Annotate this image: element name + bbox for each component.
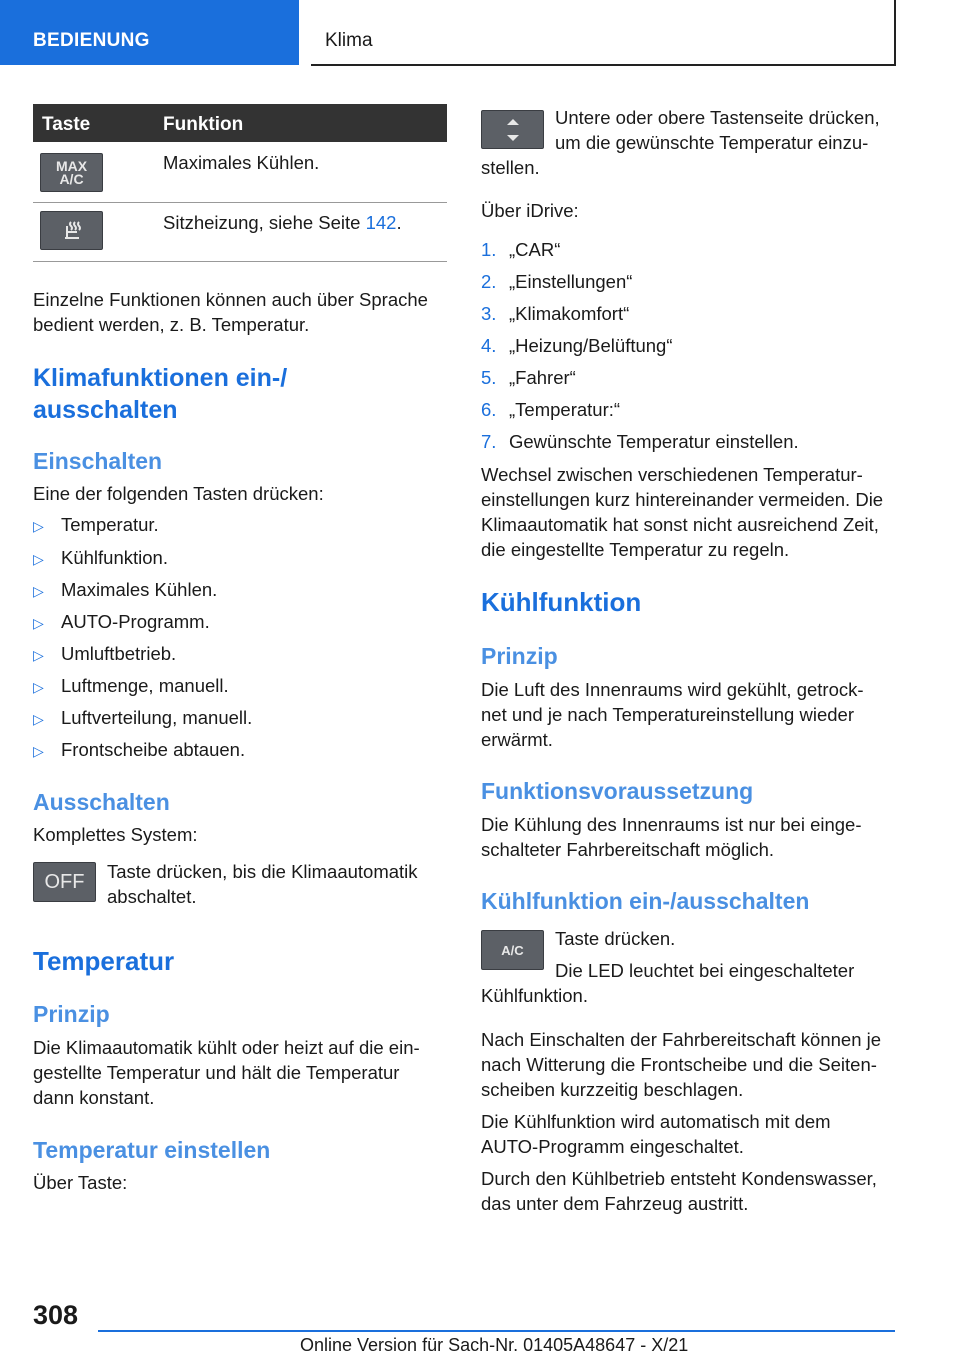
page-number: 308 (33, 1300, 79, 1330)
heading-funktionsvoraussetzung: Funktionsvoraussetzung (481, 778, 754, 804)
einschalten-text: Eine der folgenden Tasten drücken: (33, 483, 324, 504)
footer-divider (98, 1330, 895, 1332)
ac-text1: Taste drücken. (555, 928, 676, 949)
heading-einschalten: Einschalten (33, 448, 163, 474)
footer-text: Online Version für Sach-Nr. 01405A48647 - X/21 (300, 1335, 689, 1355)
wechsel-text: Wechsel zwischen verschiedenen Temperatur- einstellungen kurz hintereinander vermeiden. Die Klimaautomatik hat sonst nicht ausreichend Zeit, die eingestellte Temperatur zu regeln. (481, 464, 884, 560)
list-item: ▷ Frontscheibe abtauen. (33, 739, 246, 760)
auto-text: Die Kühlfunktion wird automatisch mit dem AUTO-Programm eingeschaltet. (481, 1111, 831, 1157)
list-item: ▷ Temperatur. (33, 514, 159, 535)
list-item: ▷ Maximales Kühlen. (33, 579, 218, 600)
ausschalten-text: Komplettes System: (33, 824, 198, 845)
arrow-text-cont: stellen. (481, 157, 540, 178)
list-item: 5. „Fahrer“ (481, 367, 576, 388)
off-key-icon: OFF (33, 862, 96, 902)
section-title: BEDIENUNG (33, 30, 150, 51)
list-item: ▷ Kühlfunktion. (33, 547, 168, 568)
ac-text2-cont: Kühlfunktion. (481, 985, 588, 1006)
list-item: 3. „Klimakomfort“ (481, 303, 630, 324)
table-row-function-seatheat: Sitzheizung, siehe Seite 142. (163, 212, 402, 233)
heading-ausschalten: Ausschalten (33, 789, 170, 815)
ueber-taste-text: Über Taste: (33, 1172, 128, 1193)
chapter-title: Klima (325, 30, 373, 51)
list-item: ▷ Umluftbetrieb. (33, 643, 177, 664)
page-link[interactable]: 142 (365, 212, 397, 233)
table-col-funktion: Funktion (163, 114, 244, 135)
table-divider (33, 202, 447, 203)
temperature-arrows-key-icon (481, 110, 544, 149)
seat-heating-key-icon (40, 211, 103, 250)
funktionsvor-text: Die Kühlung des Innenraums ist nur bei einge- schalteter Fahrbereitschaft möglich. (481, 814, 862, 860)
heading-temperatur-einstellen: Temperatur einstellen (33, 1137, 271, 1163)
list-item: 4. „Heizung/Belüftung“ (481, 335, 673, 356)
kondens-text: Durch den Kühlbetrieb entsteht Kondenswasser, das unter dem Fahrzeug austritt. (481, 1168, 877, 1214)
list-item: 6. „Temperatur:“ (481, 399, 621, 420)
prinzip-text: Die Klimaautomatik kühlt oder heizt auf die ein- gestellte Temperatur und hält die Temperatur dann konstant. (33, 1037, 420, 1108)
ac-key-icon: A/C (481, 930, 544, 970)
list-item: ▷ Luftverteilung, manuell. (33, 707, 253, 728)
intro-text: Einzelne Funktionen können auch über Sprache bedient werden, z. B. Temperatur. (33, 289, 428, 335)
list-item: ▷ Luftmenge, manuell. (33, 675, 229, 696)
table-header (33, 104, 447, 142)
section-tab[interactable] (0, 0, 299, 65)
ueber-idrive-text: Über iDrive: (481, 200, 579, 221)
list-item: 7. Gewünschte Temperatur einstellen. (481, 431, 799, 452)
table-divider (33, 261, 447, 262)
max-ac-key-icon: MAX A/C (40, 153, 103, 192)
heading-prinzip-right: Prinzip (481, 643, 558, 669)
heading-prinzip: Prinzip (33, 1001, 110, 1027)
table-row-function: Maximales Kühlen. (163, 152, 320, 173)
list-item: ▷ AUTO-Programm. (33, 611, 210, 632)
table-col-taste: Taste (42, 114, 91, 135)
ac-text2: Die LED leuchtet bei eingeschalteter (555, 960, 855, 981)
off-text: Taste drücken, bis die Klimaautomatik abschaltet. (107, 861, 418, 907)
nach-text: Nach Einschalten der Fahrbereitschaft können je nach Witterung die Frontscheibe und die Seiten- scheiben kurzzeitig beschlagen. (481, 1029, 882, 1100)
arrow-text: Untere oder obere Tastenseite drücken, um die gewünschte Temperatur einzu- (555, 107, 880, 153)
prinzip-right-text: Die Luft des Innenraums wird gekühlt, getrock- net und je nach Temperatureinstellung wieder erwärmt. (481, 679, 864, 750)
list-item: 1. „CAR“ (481, 239, 561, 260)
heading-kuehlfunktion: Kühlfunktion (481, 587, 642, 617)
heading-klimafunktionen: Klimafunktionen ein-/ ausschalten (33, 364, 288, 424)
heading-kuehlfunktion-ein-aus: Kühlfunktion ein-/ausschalten (481, 888, 810, 914)
list-item: 2. „Einstellungen“ (481, 271, 633, 292)
heading-temperatur: Temperatur (33, 946, 175, 976)
chapter-header (311, 0, 896, 66)
